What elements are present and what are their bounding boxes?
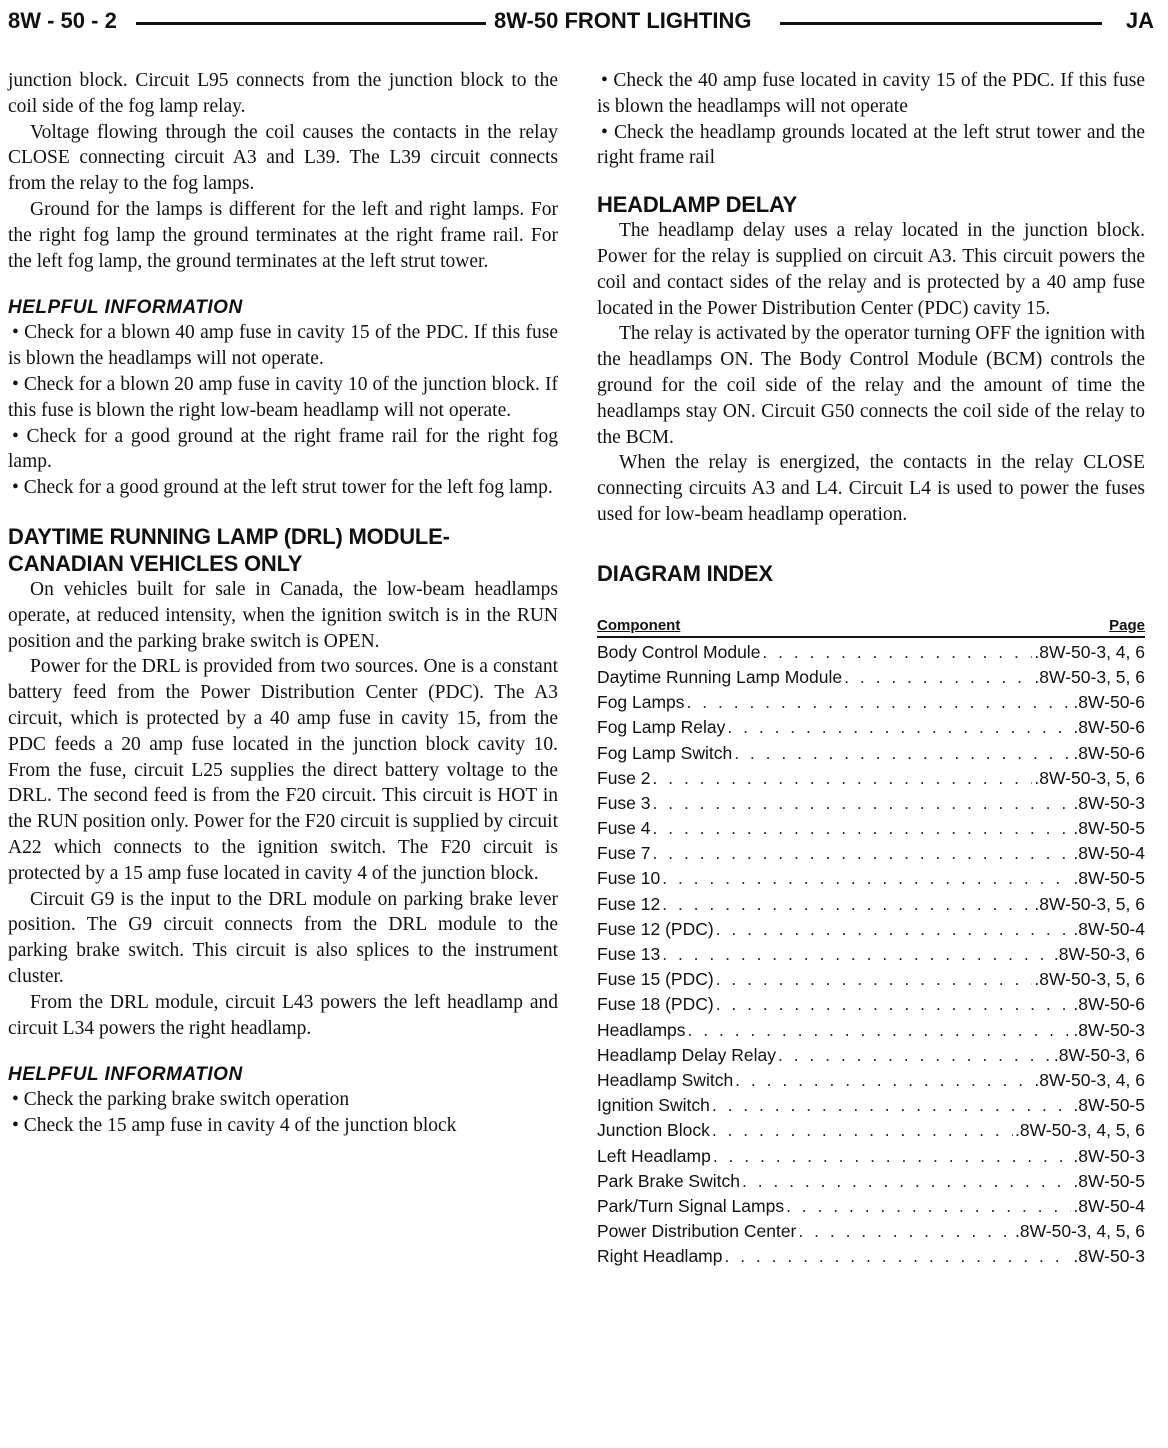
section-heading-line: CANADIAN VEHICLES ONLY [8, 550, 303, 576]
index-component-name: Fuse 7 [597, 843, 651, 864]
section-heading: DIAGRAM INDEX [597, 560, 773, 586]
index-component-name: Fuse 3 [597, 792, 651, 813]
dot-leader [735, 1068, 1032, 1093]
index-component-name: Fuse 18 (PDC) [597, 994, 714, 1015]
index-component-name: Fog Lamp Switch [597, 742, 733, 763]
dot-leader [713, 1144, 1072, 1169]
index-component-name: Junction Block [597, 1120, 710, 1141]
bullet-item: • Check the parking brake switch operation [12, 1089, 350, 1111]
bullet-item: • Check the 15 amp fuse in cavity 4 of the junction block [12, 1115, 457, 1137]
index-page-reference: .8W-50-4 [1073, 843, 1145, 864]
index-page-reference: .8W-50-3 [1073, 792, 1145, 813]
dot-leader [712, 1093, 1072, 1118]
index-component-name: Fog Lamp Relay [597, 717, 726, 738]
section-title: 8W-50 FRONT LIGHTING [494, 8, 752, 33]
index-page-reference: .8W-50-3, 5, 6 [1034, 666, 1145, 687]
dot-leader [688, 1018, 1072, 1043]
index-row [597, 1093, 1145, 1118]
section-heading: HEADLAMP DELAY [597, 192, 798, 218]
index-row [597, 1043, 1145, 1068]
dot-leader [716, 917, 1072, 942]
dot-leader [712, 1118, 1013, 1143]
page-header [8, 6, 1154, 36]
index-component-name: Park/Turn Signal Lamps [597, 1195, 785, 1216]
index-row [597, 715, 1145, 740]
dot-leader [798, 1219, 1013, 1244]
index-header [597, 617, 1145, 638]
index-column-page: Page [1109, 616, 1145, 634]
index-page-reference: .8W-50-3, 5, 6 [1034, 767, 1145, 788]
index-page-reference: .8W-50-3, 5, 6 [1034, 893, 1145, 914]
index-page-reference: .8W-50-6 [1073, 717, 1145, 738]
index-component-name: Left Headlamp [597, 1145, 711, 1166]
dot-leader [687, 690, 1072, 715]
paragraph: The headlamp delay uses a relay located in the junction block. Power for the relay is supplied on circuit A3. This circuit powers the coil and contact sides of the relay and is protected by a 40 amp fuse located in the Power Distribution Center (PDC) cavity 15. [597, 220, 1145, 319]
index-component-name: Power Distribution Center [597, 1221, 797, 1242]
index-page-reference: .8W-50-5 [1073, 868, 1145, 889]
paragraph: When the relay is energized, the contacts in the relay CLOSE connecting circuits A3 and L4. Circuit L4 is used to power the fuses used for low-beam headlamp operation. [597, 452, 1145, 525]
index-component-name: Park Brake Switch [597, 1170, 740, 1191]
header-rule-right [780, 22, 1102, 25]
helpful-information-heading: HELPFUL INFORMATION [8, 297, 243, 319]
index-component-name: Body Control Module [597, 641, 761, 662]
index-row [597, 690, 1145, 715]
index-component-name: Fuse 15 (PDC) [597, 969, 714, 990]
index-component-name: Right Headlamp [597, 1246, 723, 1267]
diagram-index [597, 617, 1145, 1270]
dot-leader [662, 866, 1071, 891]
index-component-name: Fuse 10 [597, 868, 661, 889]
index-row [597, 917, 1145, 942]
vehicle-code: JA [1125, 8, 1154, 33]
section-heading-line: DAYTIME RUNNING LAMP (DRL) MODULE- [8, 523, 450, 549]
index-row [597, 791, 1145, 816]
bullet-item: • Check the headlamp grounds located at the left strut tower and the right frame rail [597, 121, 1145, 169]
index-row [597, 841, 1145, 866]
index-page-reference: .8W-50-5 [1073, 1095, 1145, 1116]
index-page-reference: .8W-50-3 [1073, 1246, 1145, 1267]
dot-leader [653, 841, 1072, 866]
left-column [8, 68, 558, 1139]
paragraph: Power for the DRL is provided from two sources. One is a constant battery feed from the Power Distribution Center (PDC). The A3 circuit, which is protected by a 40 amp fuse in cavity 15, from the PDC feeds a 20 amp fuse located in the junction block cavity 10. From the fuse, circuit L25 supplies the direct battery voltage to the DRL. The second feed is from the F20 circuit. This circuit is HOT in the RUN position only. Power for the F20 circuit is supplied by circuit A22 which connects to the ignition switch. The F20 circuit is protected by a 15 amp fuse located in cavity 4 of the junction block. [8, 656, 558, 884]
index-page-reference: .8W-50-6 [1073, 692, 1145, 713]
index-row [597, 866, 1145, 891]
dot-leader [662, 892, 1032, 917]
dot-leader [716, 992, 1072, 1017]
index-row [597, 665, 1145, 690]
index-row [597, 1068, 1145, 1093]
index-component-name: Daytime Running Lamp Module [597, 666, 843, 687]
index-component-name: Fuse 12 (PDC) [597, 918, 714, 939]
paragraph: Ground for the lamps is different for the left and right lamps. For the right fog lamp the ground terminates at the right frame rail. For the left fog lamp, the ground terminates at the left strut tower. [8, 198, 558, 272]
paragraph: From the DRL module, circuit L43 powers the left headlamp and circuit L34 powers the right headlamp. [8, 991, 558, 1039]
index-component-name: Headlamp Delay Relay [597, 1044, 776, 1065]
index-page-reference: .8W-50-3, 6 [1053, 944, 1145, 964]
dot-leader [653, 816, 1072, 841]
index-row [597, 766, 1145, 791]
bullet-item: • Check for a blown 20 amp fuse in cavity 10 of the junction block. If this fuse is blown the right low-beam headlamp will not operate. [8, 373, 558, 421]
dot-leader [762, 640, 1032, 665]
index-page-reference: .8W-50-4 [1073, 1195, 1145, 1216]
index-row [597, 1219, 1145, 1244]
index-page-reference: .8W-50-3, 4, 5, 6 [1014, 1221, 1145, 1242]
index-row [597, 741, 1145, 766]
index-rows [597, 640, 1145, 1270]
helpful-information-heading: HELPFUL INFORMATION [8, 1064, 243, 1086]
index-row [597, 1194, 1145, 1219]
dot-leader [786, 1194, 1071, 1219]
index-page-reference: .8W-50-3 [1073, 1019, 1145, 1040]
paragraph: Circuit G9 is the input to the DRL module on parking brake lever position. The G9 circuit connects from the DRL module to the parking brake switch. This circuit is also splices to the instrument cluster. [8, 888, 558, 987]
index-page-reference: .8W-50-6 [1073, 742, 1145, 763]
paragraph: Voltage flowing through the coil causes the contacts in the relay CLOSE connecting circuit A3 and L39. The L39 circuit connects from the relay to the fog lamps. [8, 121, 558, 195]
dot-leader [778, 1043, 1052, 1068]
index-row [597, 967, 1145, 992]
dot-leader [653, 791, 1072, 816]
dot-leader [844, 665, 1032, 690]
bullet-item: • Check for a good ground at the right frame rail for the right fog lamp. [8, 425, 558, 473]
index-row [597, 1244, 1145, 1269]
index-page-reference: .8W-50-5 [1073, 1170, 1145, 1191]
index-row [597, 1169, 1145, 1194]
paragraph: On vehicles built for sale in Canada, the low-beam headlamps operate, at reduced intensity, when the ignition switch is in the RUN position and the parking brake switch is OPEN. [8, 578, 558, 652]
index-row [597, 892, 1145, 917]
dot-leader [724, 1244, 1071, 1269]
index-component-name: Fog Lamps [597, 692, 685, 713]
index-row [597, 1118, 1145, 1143]
dot-leader [742, 1169, 1071, 1194]
index-page-reference: .8W-50-3, 6 [1053, 1044, 1145, 1065]
index-component-name: Fuse 12 [597, 893, 661, 914]
paragraph: junction block. Circuit L95 connects from the junction block to the coil side of the fog lamp relay. [8, 70, 558, 117]
index-component-name: Ignition Switch [597, 1095, 710, 1116]
paragraph: The relay is activated by the operator turning OFF the ignition with the headlamps ON. The Body Control Module (BCM) controls the ground for the coil side of the relay and the amount of time the headlamps stay ON. Circuit G50 connects the coil side of the relay to the BCM. [597, 323, 1145, 448]
index-column-component: Component [597, 616, 681, 634]
index-component-name: Fuse 4 [597, 818, 651, 839]
index-row [597, 992, 1145, 1017]
index-row [597, 816, 1145, 841]
dot-leader [716, 967, 1033, 992]
dot-leader [653, 766, 1033, 791]
right-column [597, 68, 1145, 1269]
dot-leader [727, 715, 1071, 740]
index-row [597, 1144, 1145, 1169]
bullet-item: • Check for a good ground at the left strut tower for the left fog lamp. [12, 477, 553, 499]
index-page-reference: .8W-50-6 [1073, 994, 1145, 1015]
bullet-item: • Check for a blown 40 amp fuse in cavity 15 of the PDC. If this fuse is blown the headlamps will not operate. [8, 322, 558, 370]
bullet-item: • Check the 40 amp fuse located in cavity 15 of the PDC. If this fuse is blown the headlamps will not operate [597, 70, 1145, 117]
index-page-reference: .8W-50-5 [1073, 818, 1145, 839]
index-page-reference: .8W-50-3, 4, 5, 6 [1014, 1120, 1145, 1141]
index-component-name: Headlamps [597, 1019, 686, 1040]
index-page-reference: .8W-50-3, 4, 6 [1034, 641, 1145, 662]
index-page-reference: .8W-50-3, 5, 6 [1034, 969, 1145, 990]
index-page-reference: .8W-50-4 [1073, 918, 1145, 939]
index-component-name: Fuse 2 [597, 767, 651, 788]
header-rule-left [136, 22, 486, 25]
index-row [597, 640, 1145, 665]
index-component-name: Fuse 13 [597, 944, 661, 964]
index-page-reference: .8W-50-3 [1073, 1145, 1145, 1166]
dot-leader [734, 741, 1071, 766]
index-row [597, 1018, 1145, 1043]
index-component-name: Headlamp Switch [597, 1069, 734, 1090]
index-page-reference: .8W-50-3, 4, 6 [1034, 1069, 1145, 1090]
section-heading [8, 523, 558, 577]
dot-leader [662, 942, 1052, 967]
page-number: 8W - 50 - 2 [8, 8, 117, 33]
index-row [597, 942, 1145, 967]
